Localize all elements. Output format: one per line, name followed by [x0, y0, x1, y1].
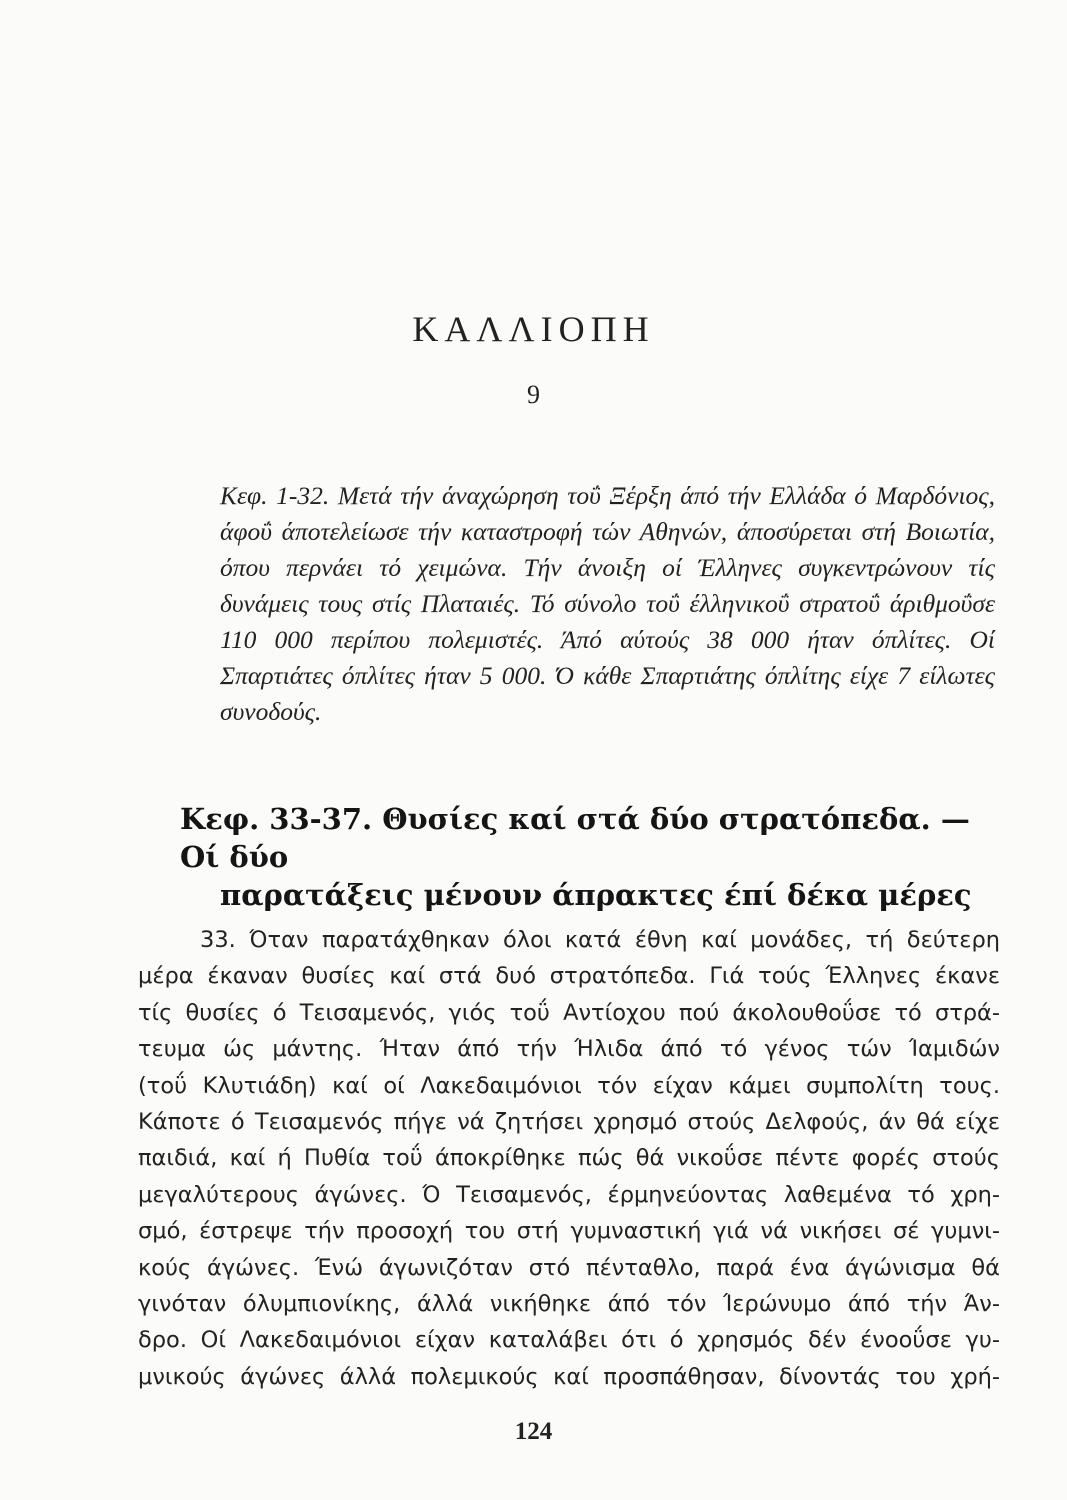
book-summary: Κεφ. 1-32. Μετά τήν άναχώρηση τοΰ Ξέρξη άπό τήν Ελλάδα ό Μαρδόνιος, άφοΰ άποτελείωσε τήν καταστροφή τών Αθηνών, άποσύρεται στή Βοιωτία, όπου περνάει τό χειμώνα. Τήν άνοιξη οί Έλληνες συγκεντρώνουν τίς δυνάμεις τους στίς Πλαταιές. Τό σύνολο τοΰ έλληνικοΰ στρατοΰ άριθμοΰσε 110 000 περίπου πολεμιστές. Άπό αύτούς 38 000 ήταν όπλίτες. Οί Σπαρτιάτες όπλίτες ήταν 5 000. Ό κάθε Σπαρτιάτης όπλίτης είχε 7 είλωτες συνοδούς.: [220, 481, 995, 726]
body-text: [138, 922, 1000, 1395]
body-line: 33. Όταν παρατάχθηκαν όλοι κατά έθνη καί μονάδες, τή δεύτερη: [200, 927, 1000, 953]
book-title: ΚΑΛΛΙΟΠΗ: [412, 309, 655, 349]
body-line: τευμα ώς μάντης. Ήταν άπό τήν Ήλιδα άπό τό γένος τών Ίαμιδών: [138, 1036, 1000, 1063]
body-line: παιδιά, καί ή Πυθία τοΰ άποκρίθηκε πώς θά νικοΰσε πέντε φορές στούς: [138, 1145, 1000, 1172]
body-line: τίς θυσίες ό Τεισαμενός, γιός τοΰ Αντίοχου πού άκολουθοΰσε τό στρά-: [138, 999, 1000, 1026]
body-line: μνικούς άγώνες άλλά πολεμικούς καί προσπάθησαν, δίνοντάς του χρή-: [138, 1363, 1000, 1390]
body-line: κούς άγώνες. Ένώ άγωνιζόταν στό πένταθλο, παρά ένα άγώνισμα θά: [138, 1254, 1000, 1281]
body-line: δρο. Οί Λακεδαιμόνιοι είχαν καταλάβει ότι ό χρησμός δέν ένοοΰσε γυ-: [138, 1327, 1000, 1354]
chapter-heading-line-1: Κεφ. 33-37. Θυσίες καί στά δύο στρατόπεδα. — Οί δύο: [180, 802, 970, 874]
chapter-heading-line-2: παρατάξεις μένουν άπρακτες έπί δέκα μέρες: [220, 878, 972, 912]
chapter-heading: [180, 800, 1000, 914]
body-line: γινόταν όλυμπιονίκης, άλλά νικήθηκε άπό τόν Ίερώνυμο άπό τήν Άν-: [138, 1291, 1000, 1318]
body-line: Κάποτε ό Τεισαμενός πήγε νά ζητήσει χρησμό στούς Δελφούς, άν θά είχε: [138, 1109, 1000, 1136]
body-line: μεγαλύτερους άγώνες. Ό Τεισαμενός, έρμηνεύοντας λαθεμένα τό χρη-: [138, 1181, 1000, 1208]
book-number: 9: [527, 380, 540, 409]
body-line: σμό, έστρεψε τήν προσοχή του στή γυμναστική γιά νά νικήσει σέ γυμνι-: [138, 1218, 1000, 1245]
page-number: 124: [514, 1418, 553, 1445]
body-line: μέρα έκαναν θυσίες καί στά δυό στρατόπεδα. Γιά τούς Έλληνες έκανε: [138, 963, 1000, 990]
body-line: (τοΰ Κλυτιάδη) καί οί Λακεδαιμόνιοι τόν είχαν κάμει συμπολίτη τους.: [138, 1072, 1000, 1099]
